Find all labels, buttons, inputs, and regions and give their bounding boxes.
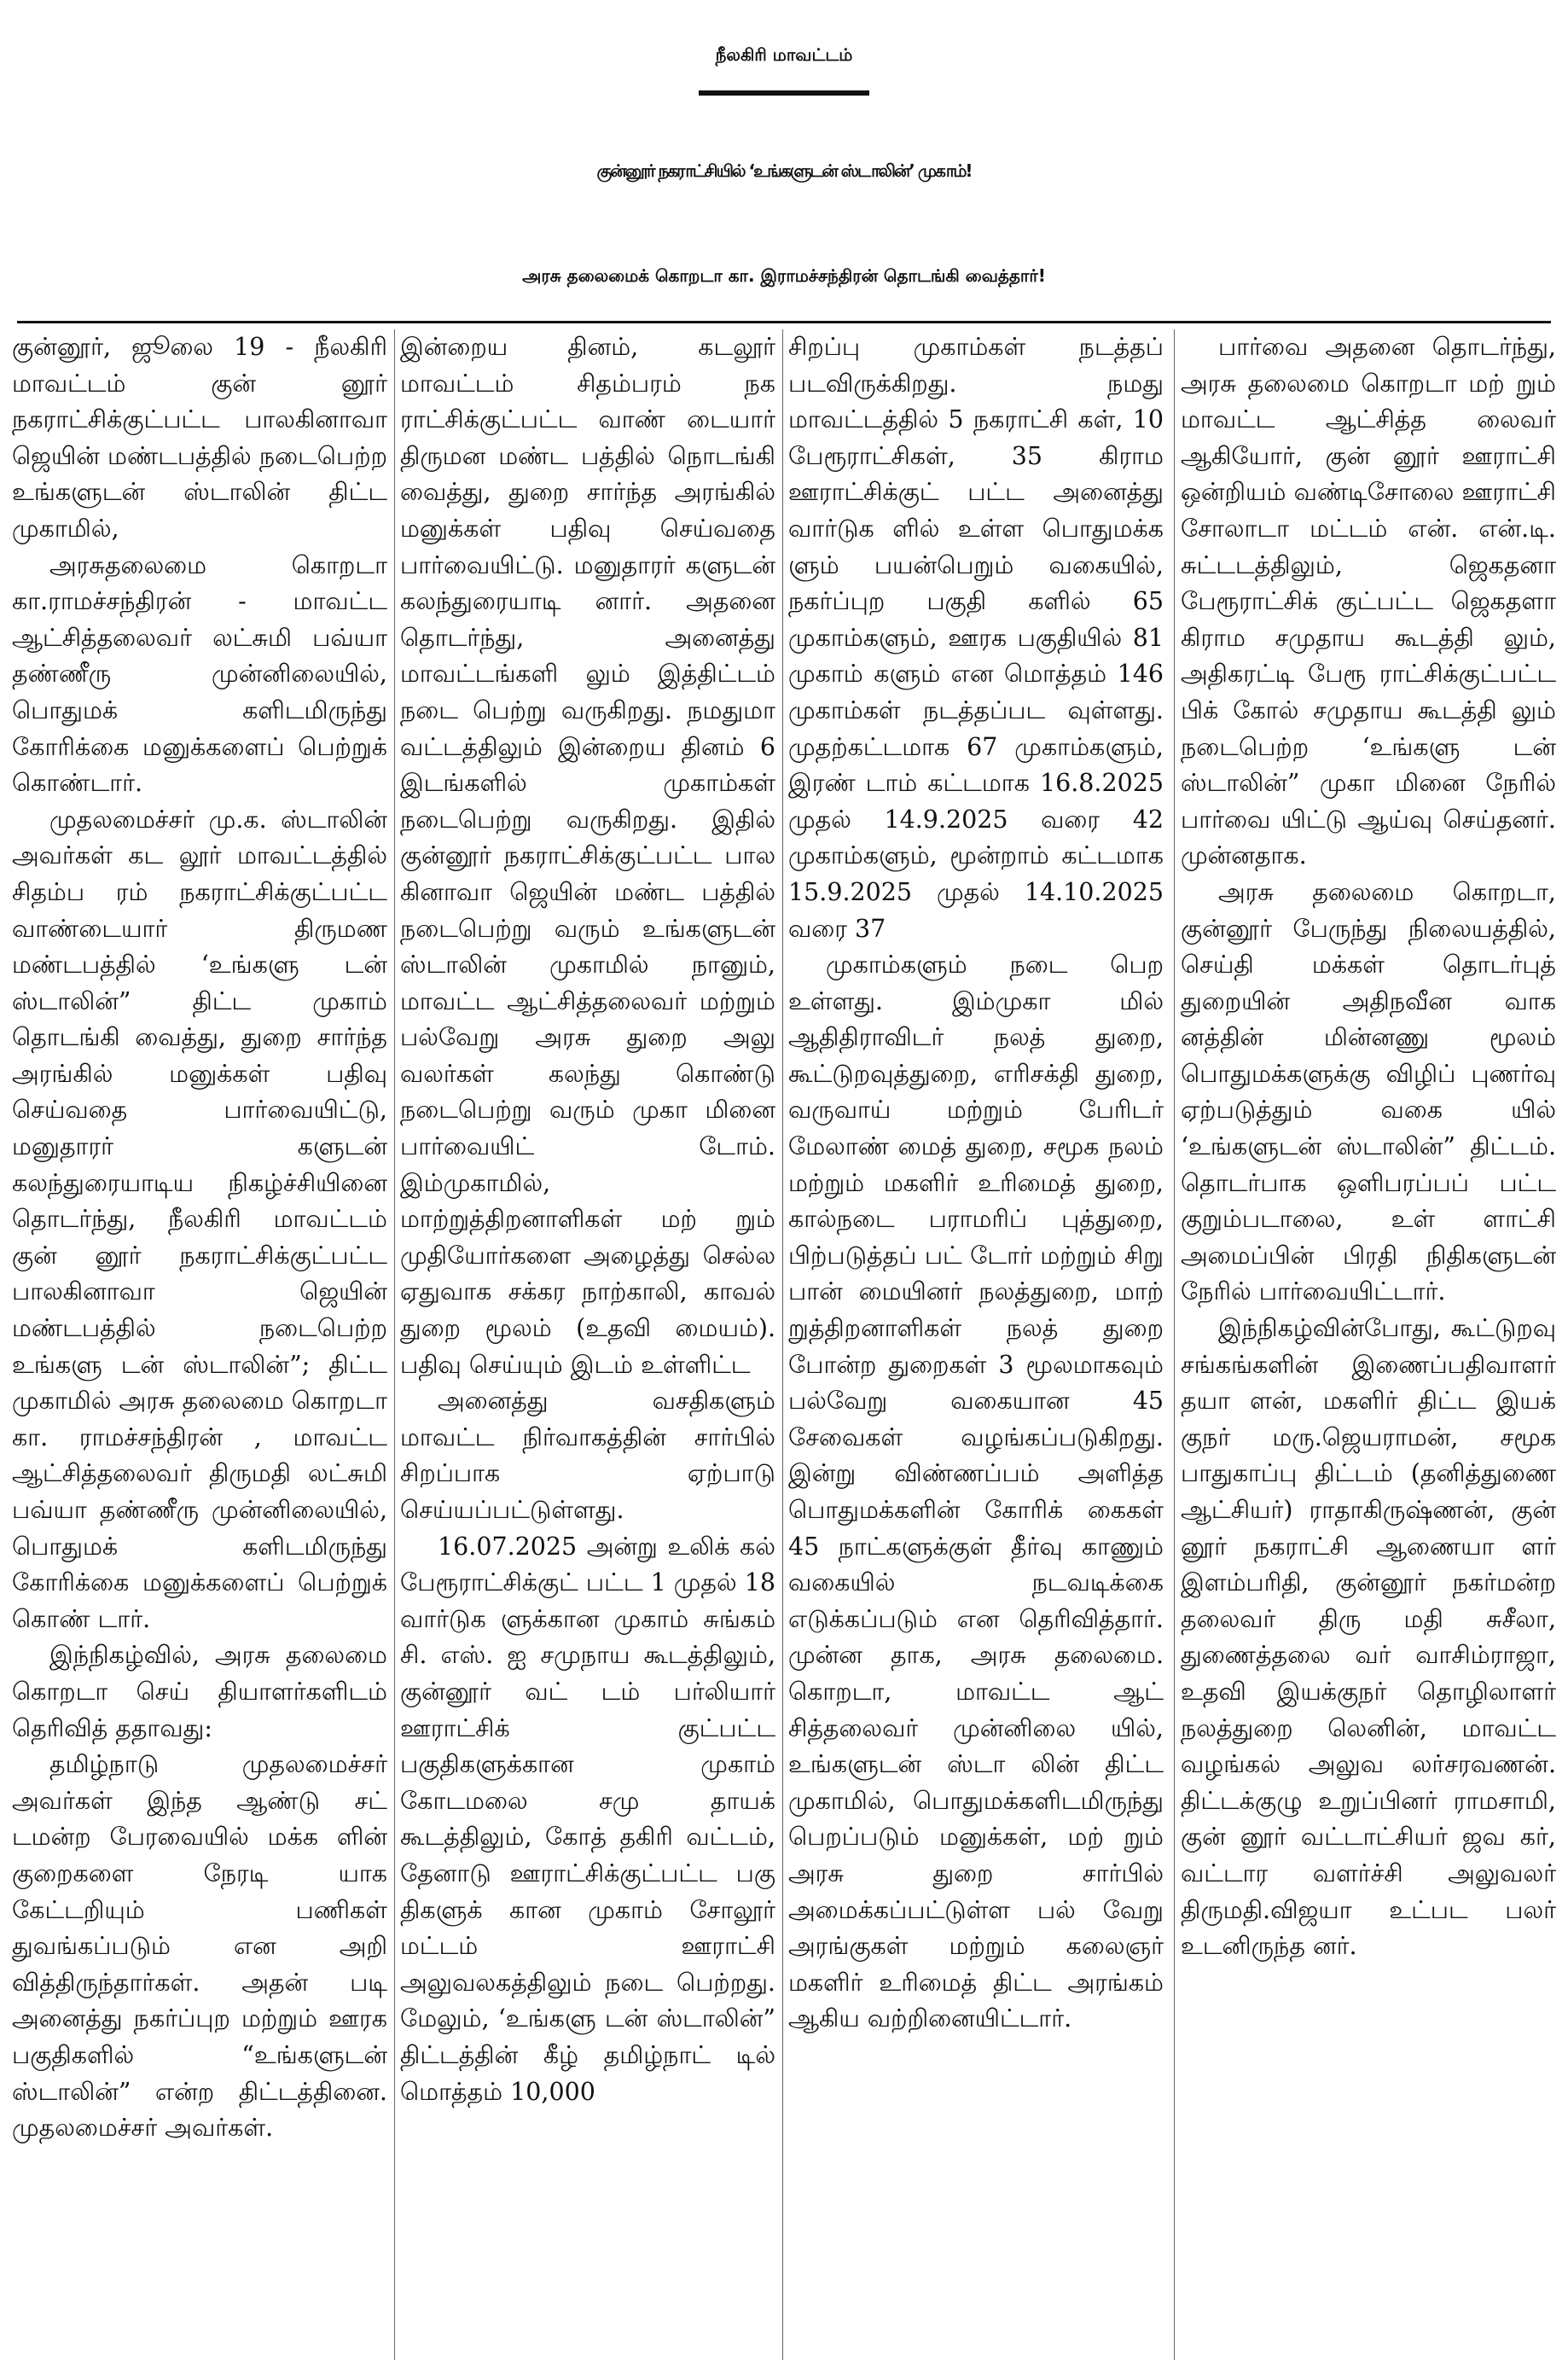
paragraph: அனைத்து வசதிகளும் மாவட்ட நிர்வாகத்தின் சார்பில் சிறப்பாக ஏற்பாடு செய்யப்பட்டுள்ளது. <box>400 1387 775 1524</box>
column-divider <box>782 329 783 2360</box>
paragraph: பார்வை அதனை தொடர்ந்து, அரசு தலைமை கொறடா மற் றும் மாவட்ட ஆட்சித்த லைவர் ஆகியோர், குன் னூர் ஊராட்சி ஒன்றியம் வண்டிசோலை ஊராட்சி சோலாடா மட்டம் என். என்.டி. சுட்டடத்திலும், ஜெகதனா பேரூராட்சிக் குட்பட்ட ஜெகதளா கிராம சமுதாய கூடத்தி லும், அதிகரட்டி பேரூ ராட்சிக்குட்பட்ட பிக் கோல் சமுதாய கூடத்தி லும் நடைபெற்ற ‘உங்களு டன் ஸ்டாலின்” முகா மினை நேரில் பார்வை யிட்டு ஆய்வு செய்தனர். முன்னதாக. <box>1181 333 1556 870</box>
header-rule <box>17 321 1551 323</box>
paragraph: இன்றைய தினம், கடலூர் மாவட்டம் சிதம்பரம் நக ராட்சிக்குட்பட்ட வாண் டையார் திருமன மண்ட பத்தில் நொடங்கி வைத்து, துறை சார்ந்த அரங்கில் மனுக்கள் பதிவு செய்வதை பார்வையிட்டு. மனுதாரர் களுடன் கலந்துரையாடி னார். அதனை தொடர்ந்து, அனைத்து மாவட்டங்களி லும் இத்திட்டம் நடை பெற்று வருகிறது. நமதுமா வட்டத்திலும் இன்றைய தினம் 6 இடங்களில் முகாம்கள் நடைபெற்று வருகிறது. இதில் குன்னூர் நகராட்சிக்குட்பட்ட பால கினாவா ஜெயின் மண்ட பத்தில் நடைபெற்று வரும் உங்களுடன் ஸ்டாலின் முகாமில் நானும், மாவட்ட ஆட்சித்தலைவர் மற்றும் பல்வேறு அரசு துறை அலு வலர்கள் கலந்து கொண்டு நடைபெற்று வரும் முகா மினை பார்வையிட் டோம். இம்முகாமில், மாற்றுத்திறனாளிகள் மற் றும் முதியோர்களை அழைத்து செல்ல ஏதுவாக சக்கர நாற்காலி, காவல் துறை மூலம் (உதவி மையம்). பதிவு செய்யும் இடம் உள்ளிட்ட <box>400 333 775 1379</box>
paragraph: தமிழ்நாடு முதலமைச்சர் அவர்கள் இந்த ஆண்டு சட் டமன்ற பேரவையில் மக்க ளின் குறைகளை நேரடி யாக கேட்டறியும் பணிகள் துவங்கப்படும் என அறி வித்திருந்தார்கள். அதன் படி அனைத்து நகர்ப்புற மற்றும் ஊரக பகுதிகளில் “உங்களுடன் ஸ்டாலின்” என்ற திட்டத்தினை. முதலமைச்சர் அவர்கள். <box>12 1750 387 2143</box>
paragraph: முகாம்களும் நடை பெற உள்ளது. இம்முகா மில் ஆதிதிராவிடர் நலத் துறை, கூட்டுறவுத்துறை, எரிசக்தி துறை, வருவாய் மற்றும் பேரிடர் மேலாண் மைத் துறை, சமூக நலம் மற்றும் மகளிர் உரிமைத் துறை, கால்நடை பராமரிப் புத்துறை, பிற்படுத்தப் பட் டோர் மற்றும் சிறு பான் மையினர் நலத்துறை, மாற் றுத்திறனாளிகள் நலத் துறை போன்ற துறைகள் 3 மூலமாகவும் பல்வேறு வகையான 45 சேவைகள் வழங்கப்படுகிறது. இன்று விண்ணப்பம் அளித்த பொதுமக்களின் கோரிக் கைகள் 45 நாட்களுக்குள் தீர்வு காணும் வகையில் நடவடிக்கை எடுக்கப்படும் என தெரிவித்தார். முன்ன தாக, அரசு தலைமை. கொறடா, மாவட்ட ஆட் சித்தலைவர் முன்னிலை யில், உங்களுடன் ஸ்டா லின் திட்ட முகாமில், பொதுமக்களிடமிருந்து பெறப்படும் மனுக்கள், மற் றும் அரசு துறை சார்பில் அமைக்கப்பட்டுள்ள பல் வேறு அரங்குகள் மற்றும் கலைஞர் மகளிர் உரிமைத் திட்ட அரங்கம் ஆகிய வற்றினையிட்டார். <box>788 951 1164 2033</box>
paragraph: முதலமைச்சர் மு.க. ஸ்டாலின் அவர்கள் கட லூர் மாவட்டத்தில் சிதம்ப ரம் நகராட்சிக்குட்பட்ட வாண்டையார் திருமண மண்டபத்தில் ‘உங்களு டன் ஸ்டாலின்” திட்ட முகாம் தொடங்கி வைத்து, துறை சார்ந்த அரங்கில் மனுக்கள் பதிவு செய்வதை பார்வையிட்டு, மனுதாரர் களுடன் கலந்துரையாடிய நிகழ்ச்சியினை தொடர்ந்து, நீலகிரி மாவட்டம் குன் னூர் நகராட்சிக்குட்பட்ட பாலகினாவா ஜெயின் மண்டபத்தில் நடைபெற்ற உங்களு டன் ஸ்டாலின்”; திட்ட முகாமில் அரசு தலைமை கொறடா கா. ராமச்சந்திரன் , மாவட்ட ஆட்சித்தலைவர் திருமதி லட்சுமி பவ்யா தண்ணீரு முன்னிலையில், பொதுமக் களிடமிருந்து கோரிக்கை மனுக்களைப் பெற்றுக் கொண் டார். <box>12 805 387 1633</box>
article-body <box>12 329 1556 2360</box>
column-divider <box>1174 329 1175 2360</box>
paragraph: அரசு தலைமை கொறடா, குன்னூர் பேருந்து நிலையத்தில், செய்தி மக்கள் தொடர்புத் துறையின் அதிநவீன வாக னத்தின் மின்னணு மூலம் பொதுமக்களுக்கு விழிப் புணர்வு ஏற்படுத்தும் வகை யில் ‘உங்களுடன் ஸ்டாலின்” திட்டம். தொடர்பாக ஒளிபரப்பப் பட்ட குறும்படாலை, உள் ளாட்சி அமைப்பின் பிரதி நிதிகளுடன் நேரில் பார்வையிட்டார். <box>1181 877 1556 1306</box>
subheadline: அரசு தலைமைக் கொறடா கா. இராமச்சந்திரன் தொடங்கி வைத்தார்! <box>522 265 1046 286</box>
paragraph: 16.07.2025 அன்று உலிக் கல் பேரூராட்சிக்குட் பட்ட 1 முதல் 18 வார்டுக ளுக்கான முகாம் சுங்கம் சி. எஸ். ஐ சமுநாய கூடத்திலும், குன்னூர் வட் டம் பர்லியார் ஊராட்சிக் குட்பட்ட பகுதிகளுக்கான முகாம் கோடமலை சமு தாயக் கூடத்திலும், கோத் தகிரி வட்டம், தேனாடு ஊராட்சிக்குட்பட்ட பகு திகளுக் கான முகாம் சோலூர் மட்டம் ஊராட்சி அலுவலகத்திலும் நடை பெற்றது. மேலும், ‘உங்களு டன் ஸ்டாலின்” திட்டத்தின் கீழ் தமிழ்நாட் டில் மொத்தம் 10,000 <box>400 1532 775 2106</box>
paragraph: குன்னூர், ஜூலை 19 - நீலகிரி மாவட்டம் குன் னூர் நகராட்சிக்குட்பட்ட பாலகினாவா ஜெயின் மண்டபத்தில் நடைபெற்ற உங்களுடன் ஸ்டாலின் திட்ட முகாமில், <box>12 333 387 543</box>
paragraph: இந்நிகழ்வின்போது, கூட்டுறவு சங்கங்களின் இணைப்பதிவாளர் தயா ளன், மகளிர் திட்ட இயக் குநர் மரு.ஜெயராமன், சமூக பாதுகாப்பு திட்டம் (தனித்துணை ஆட்சியர்) ராதாகிருஷ்ணன், குன் னூர் நகராட்சி ஆணையா ளர் இளம்பரிதி, குன்னூர் நகர்மன்ற தலைவர் திரு மதி சுசீலா, துணைத்தலை வர் வாசிம்ராஜா, உதவி இயக்குநர் தொழிலாளர் நலத்துறை லெனின், மாவட்ட வழங்கல் அலுவ லர்சரவணன். திட்டக்குழு உறுப்பினர் ராமசாமி, குன் னூர் வட்டாட்சியர் ஜவ கர், வட்டார வளர்ச்சி அலுவலர் திருமதி.விஜயா உட்பட பலர் உடனிருந்த னர். <box>1181 1314 1556 1961</box>
column-1 <box>12 329 387 2360</box>
section-kicker: நீலகிரி மாவட்டம் <box>0 20 1568 96</box>
paragraph: அரசுதலைமை கொறடா கா.ராமச்சந்திரன் - மாவட்ட ஆட்சித்தலைவர் லட்சுமி பவ்யா தண்ணீரு முன்னிலையில், பொதுமக் களிடமிருந்து கோரிக்கை மனுக்களைப் பெற்றுக் கொண்டார். <box>12 550 387 798</box>
column-2 <box>400 329 775 2360</box>
column-3 <box>788 329 1164 2360</box>
headline: குன்னூர் நகராட்சியில் ‘உங்களுடன் ஸ்டாலின்’ முகாம்! <box>596 160 972 181</box>
paragraph: சிறப்பு முகாம்கள் நடத்தப் படவிருக்கிறது. நமது மாவட்டத்தில் 5 நகராட்சி கள், 10 பேரூராட்சிகள், 35 கிராம ஊராட்சிக்குட் பட்ட அனைத்து வார்டுக ளில் உள்ள பொதுமக்க ளும் பயன்பெறும் வகையில், நகர்ப்புற பகுதி களில் 65 முகாம்களும், ஊரக பகுதியில் 81 முகாம் களும் என மொத்தம் 146 முகாம்கள் நடத்தப்பட வுள்ளது. முதற்கட்டமாக 67 முகாம்களும், இரண் டாம் கட்டமாக 16.8.2025 முதல் 14.9.2025 வரை 42 முகாம்களும், மூன்றாம் கட்டமாக 15.9.2025 முதல் 14.10.2025 வரை 37 <box>788 333 1164 943</box>
column-divider <box>394 329 395 2360</box>
paragraph: இந்நிகழ்வில், அரசு தலைமை கொறடா செய் தியாளர்களிடம் தெரிவித் ததாவது: <box>12 1641 387 1742</box>
column-4 <box>1181 329 1556 2360</box>
